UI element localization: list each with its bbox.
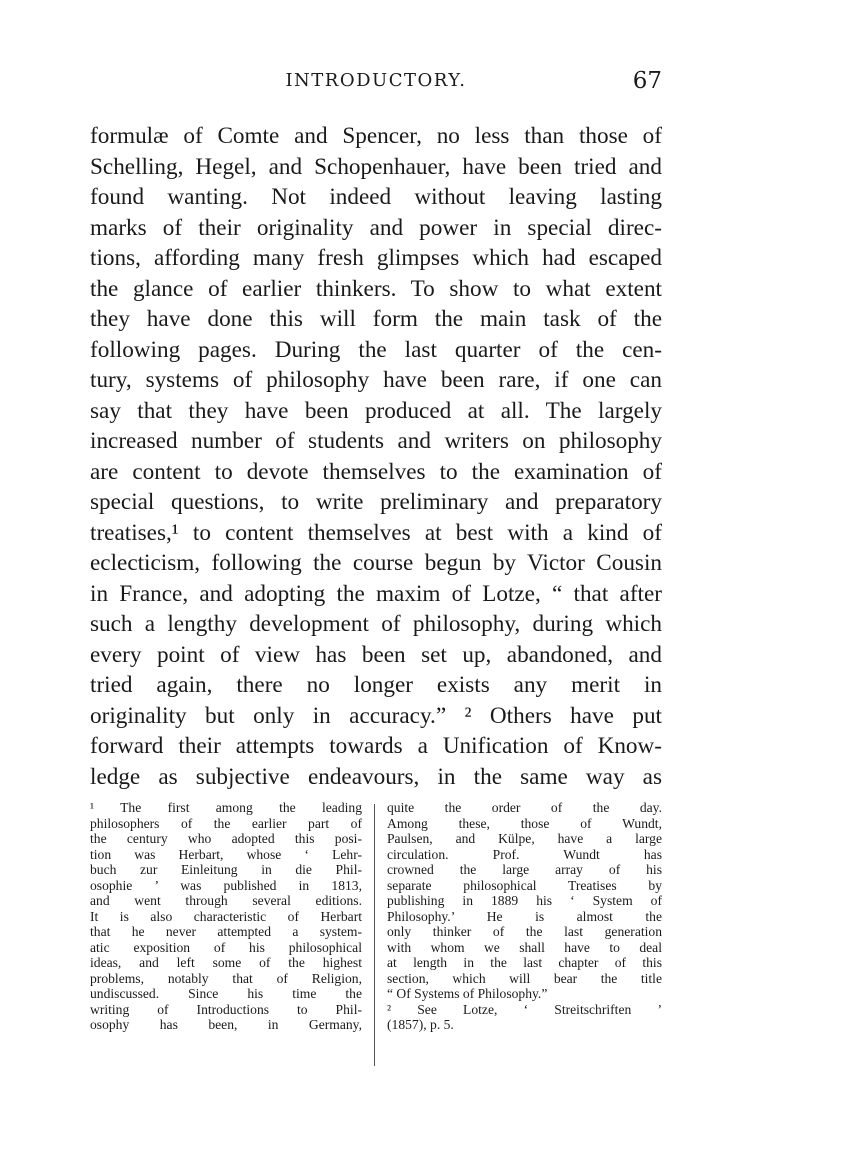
footnote-line: buch zur Einleitung in die Phil- — [90, 862, 362, 877]
footnote-line: osophy has been, in Germany, — [90, 1017, 362, 1032]
body-line: tions, affording many fresh glimpses which had escaped — [90, 245, 662, 271]
page-number: 67 — [632, 68, 662, 94]
footnote-line: separate philosophical Treatises by — [387, 877, 662, 893]
body-line: in France, and adopting the maxim of Lotze, “ that after — [90, 580, 662, 607]
footnotes — [90, 800, 662, 1070]
body-line: increased number of students and writers on philosophy — [90, 428, 662, 454]
footnote-line: publishing in 1889 his ‘ System of — [387, 893, 662, 908]
body-line: following pages. During the last quarter of the cen- — [90, 336, 662, 363]
footnote-line: that he never attempted a system- — [90, 924, 362, 939]
body-line: ledge as subjective endeavours, in the same way as — [90, 763, 662, 790]
body-line: every point of view has been set up, abandoned, and — [90, 641, 662, 668]
body-line: Schelling, Hegel, and Schopenhauer, have been tried and — [90, 153, 662, 180]
running-head — [90, 70, 662, 100]
body-line: tury, systems of philosophy have been rare, if one can — [90, 367, 662, 393]
body-line: special questions, to write preliminary and preparatory — [90, 489, 662, 515]
body-line: forward their attempts towards a Unification of Know- — [90, 733, 662, 759]
body-line: such a lengthy development of philosophy, during which — [90, 611, 662, 637]
footnote-line: atic exposition of his philosophical — [90, 939, 362, 955]
body-line: treatises,¹ to content themselves at best with a kind of — [90, 519, 662, 546]
footnote-column-left — [90, 800, 362, 1033]
footnote-line: crowned the large array of his — [387, 862, 662, 877]
footnote-line: undiscussed. Since his time the — [90, 986, 362, 1001]
body-line: originality but only in accuracy.” ² Others have put — [90, 702, 662, 729]
body-line: tried again, there no longer exists any merit in — [90, 672, 662, 698]
footnote-line: It is also characteristic of Herbart — [90, 908, 362, 924]
footnote-line: section, which will bear the title — [387, 970, 662, 986]
body-line: the glance of earlier thinkers. To show to what extent — [90, 275, 662, 302]
footnote-line: Paulsen, and Külpe, have a large — [387, 831, 662, 846]
footnote-line: Philosophy.’ He is almost the — [387, 908, 662, 924]
running-title: INTRODUCTORY. — [285, 70, 467, 91]
footnote-line: ² See Lotze, ‘ Streitschriften ’ — [387, 1001, 662, 1017]
footnote-line: with whom we shall have to deal — [387, 939, 662, 955]
footnote-line: philosophers of the earlier part of — [90, 815, 362, 831]
footnote-line: ideas, and left some of the highest — [90, 955, 362, 970]
footnote-line: osophie ’ was published in 1813, — [90, 877, 362, 893]
footnote-line: (1857), p. 5. — [387, 1017, 454, 1032]
footnote-line: writing of Introductions to Phil- — [90, 1001, 362, 1017]
footnote-column-right — [387, 800, 662, 1033]
body-line: marks of their originality and power in special direc- — [90, 214, 662, 241]
footnote-line: and went through several editions. — [90, 893, 362, 908]
footnote-column-divider — [374, 804, 375, 1066]
footnote-line: Among these, those of Wundt, — [387, 815, 662, 831]
body-line: formulæ of Comte and Spencer, no less than those of — [90, 123, 662, 149]
footnote-line: ¹ The first among the leading — [90, 800, 362, 815]
body-line: eclecticism, following the course begun by Victor Cousin — [90, 550, 662, 576]
footnote-line: only thinker of the last generation — [387, 924, 662, 939]
footnote-line: quite the order of the day. — [387, 800, 662, 815]
footnote-line: “ Of Systems of Philosophy.” — [387, 986, 548, 1001]
footnote-line: circulation. Prof. Wundt has — [387, 846, 662, 862]
body-line: they have done this will form the main task of the — [90, 306, 662, 332]
body-line: are content to devote themselves to the examination of — [90, 458, 662, 485]
body-line: found wanting. Not indeed without leaving lasting — [90, 184, 662, 210]
body-text — [90, 121, 662, 792]
footnote-line: the century who adopted this posi- — [90, 831, 362, 846]
footnote-line: tion was Herbart, whose ‘ Lehr- — [90, 846, 362, 862]
footnote-line: problems, notably that of Religion, — [90, 970, 362, 986]
body-line: say that they have been produced at all. The largely — [90, 397, 662, 424]
footnote-line: at length in the last chapter of this — [387, 955, 662, 970]
